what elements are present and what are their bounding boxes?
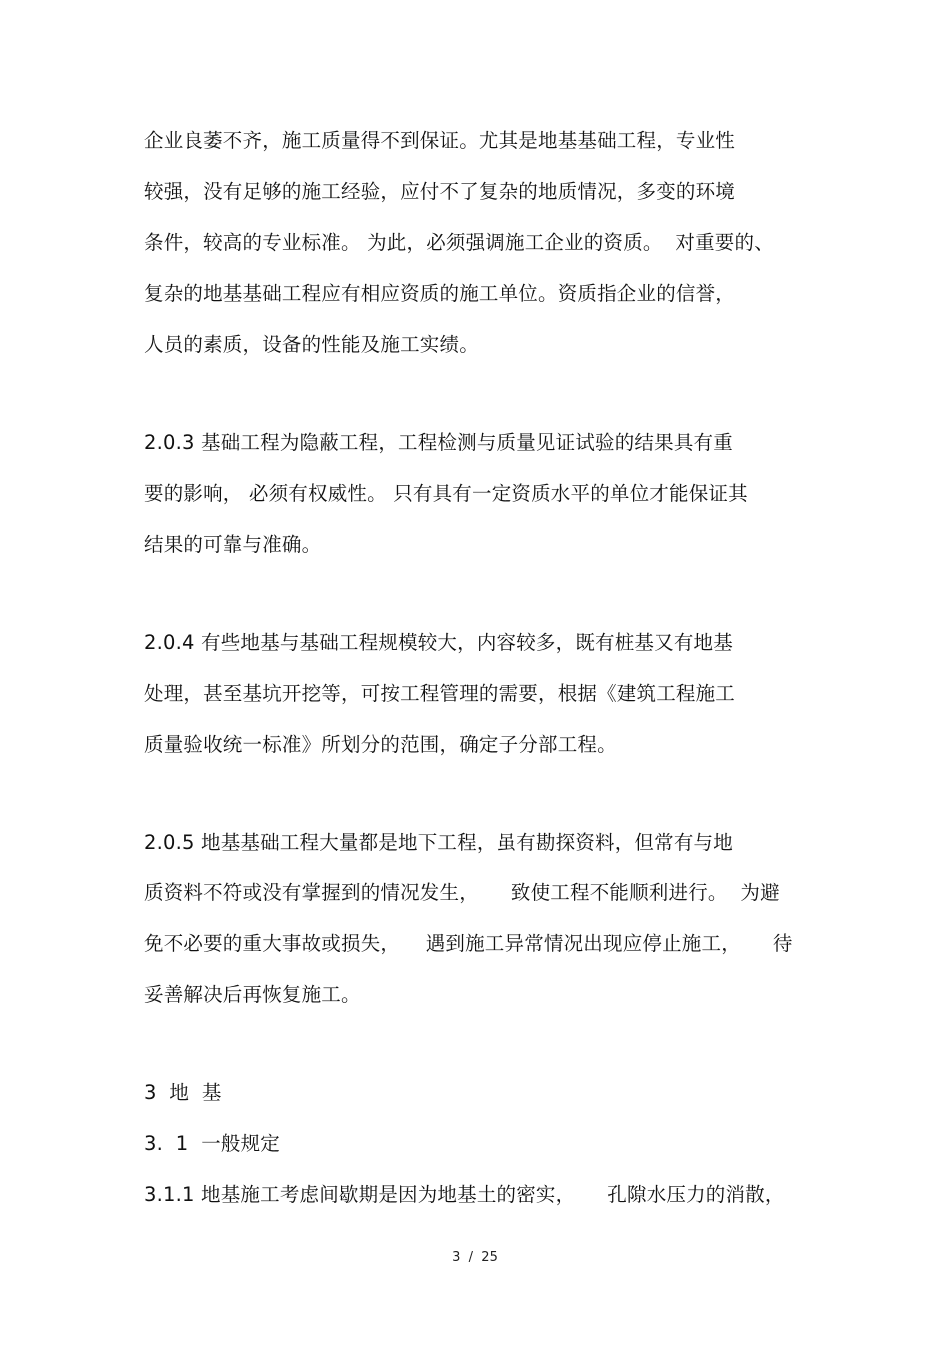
paragraph-line: 免不必要的重大事故或损失， 遇到施工异常情况出现应停止施工， 待 <box>144 932 793 955</box>
paragraph-line: 2.0.4 有些地基与基础工程规模较大，内容较多，既有桩基又有地基 <box>144 631 733 654</box>
paragraph-line: 人员的素质，设备的性能及施工实绩。 <box>144 333 479 356</box>
paragraph-line: 2.0.3 基础工程为隐蔽工程，工程检测与质量见证试验的结果具有重 <box>144 431 733 454</box>
paragraph-line: 妥善解决后再恢复施工。 <box>144 983 361 1006</box>
paragraph-line: 处理，甚至基坑开挖等，可按工程管理的需要，根据《建筑工程施工 <box>144 682 736 705</box>
paragraph-line: 2.0.5 地基基础工程大量都是地下工程，虽有勘探资料，但常有与地 <box>144 831 733 854</box>
paragraph-line: 条件，较高的专业标准。 为此，必须强调施工企业的资质。 对重要的、 <box>144 231 774 254</box>
paragraph-line: 较强，没有足够的施工经验，应付不了复杂的地质情况，多变的环境 <box>144 180 736 203</box>
subsection-heading: 3. 1 一般规定 <box>144 1132 281 1155</box>
page-number: 3 / 25 <box>452 1250 498 1265</box>
section-heading: 3 地 基 <box>144 1081 222 1104</box>
paragraph-line: 企业良萎不齐，施工质量得不到保证。尤其是地基基础工程，专业性 <box>144 129 736 152</box>
paragraph-line: 3.1.1 地基施工考虑间歇期是因为地基土的密实， 孔隙水压力的消散， <box>144 1183 785 1206</box>
paragraph-line: 要的影响， 必须有权威性。 只有具有一定资质水平的单位才能保证其 <box>144 482 748 505</box>
paragraph-line: 质量验收统一标准》所划分的范围，确定子分部工程。 <box>144 733 617 756</box>
paragraph-line: 复杂的地基基础工程应有相应资质的施工单位。资质指企业的信誉， <box>144 282 736 305</box>
paragraph-line: 结果的可靠与准确。 <box>144 533 322 556</box>
paragraph-line: 质资料不符或没有掌握到的情况发生， 致使工程不能顺利进行。 为避 <box>144 881 780 904</box>
